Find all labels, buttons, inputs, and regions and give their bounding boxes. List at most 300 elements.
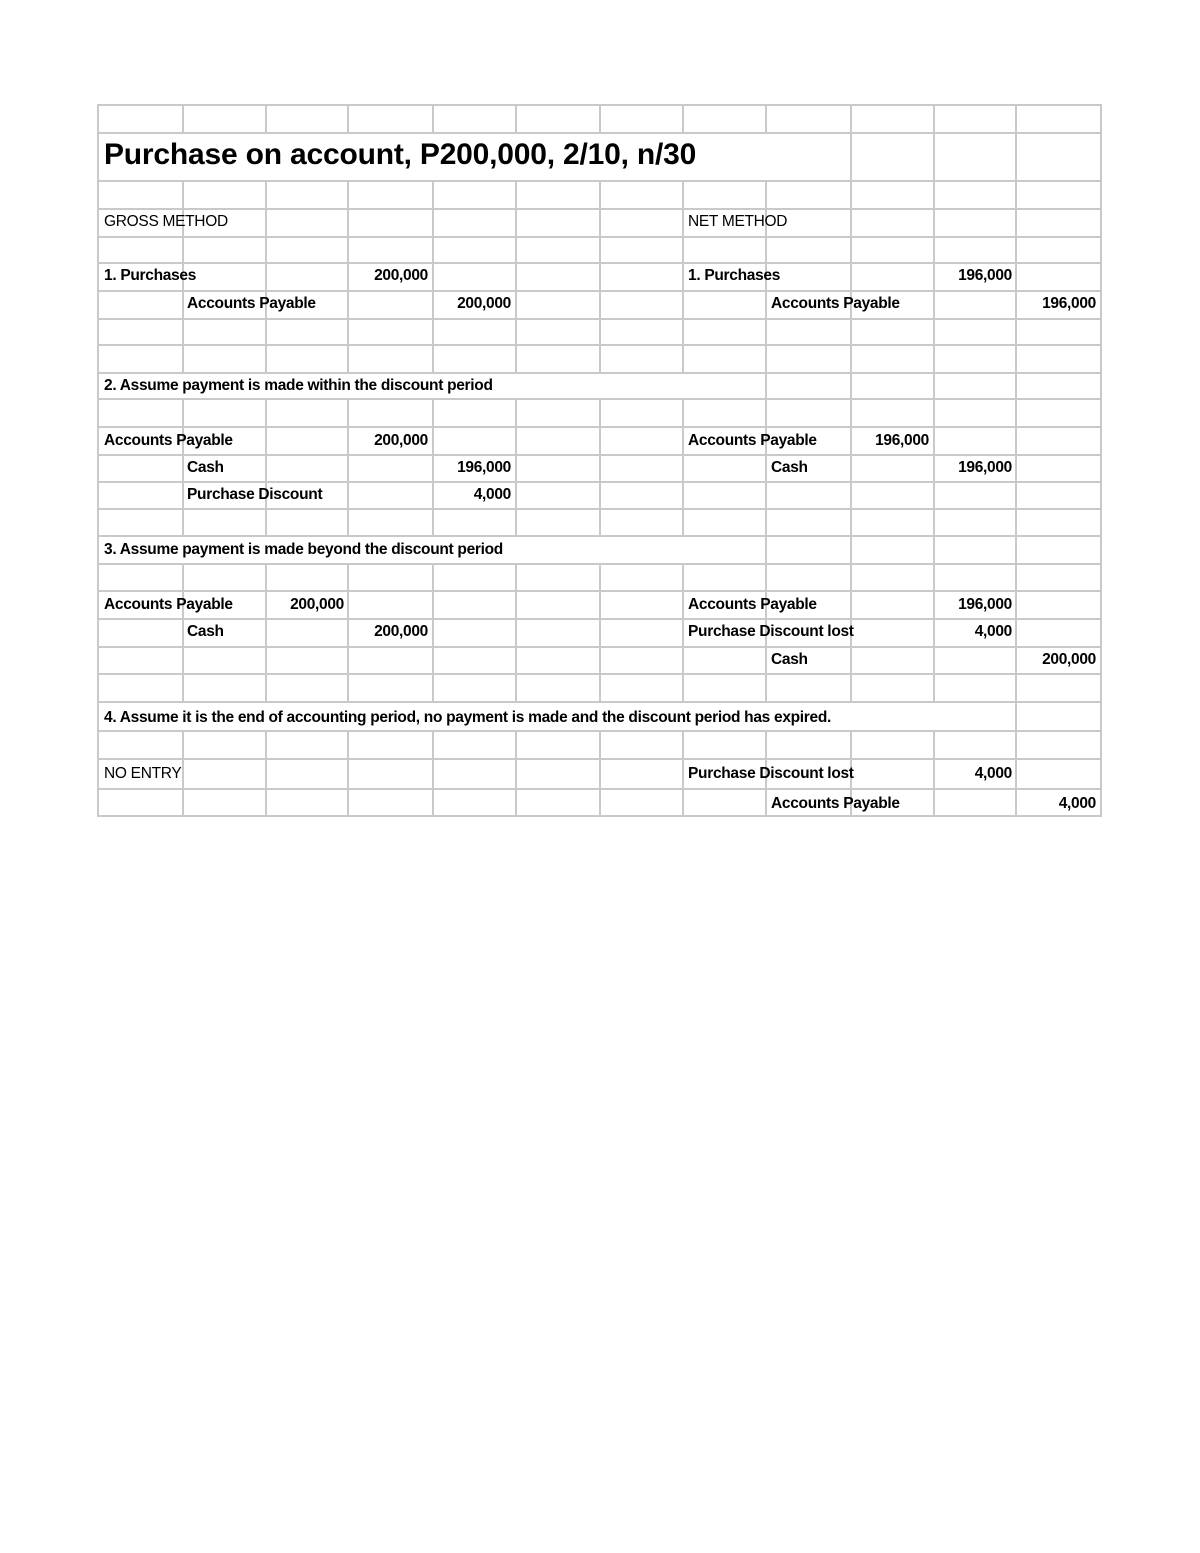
grid-col-line (1015, 318, 1017, 346)
grid-col-line (933, 344, 935, 374)
grid-col-line (97, 701, 99, 732)
grid-col-line (682, 454, 684, 483)
grid-col-line (1100, 673, 1102, 703)
grid-col-line (1100, 618, 1102, 648)
grid-col-line (1015, 426, 1017, 456)
grid-col-line (1100, 426, 1102, 456)
grid-col-line (933, 318, 935, 346)
grid-col-line (265, 236, 267, 264)
grid-col-line (265, 788, 267, 817)
grid-col-line (682, 236, 684, 264)
grid-col-line (515, 730, 517, 760)
grid-col-line (515, 788, 517, 817)
grid-col-line (1100, 535, 1102, 565)
gross-e1-credit-account: Accounts Payable (187, 295, 316, 312)
grid-col-line (933, 208, 935, 238)
grid-col-line (599, 788, 601, 817)
grid-col-line (1015, 344, 1017, 374)
grid-col-line (97, 730, 99, 760)
grid-col-line (515, 563, 517, 592)
grid-col-line (265, 104, 267, 134)
grid-col-line (1100, 563, 1102, 592)
grid-col-line (1100, 104, 1102, 134)
grid-col-line (1100, 701, 1102, 732)
grid-col-line (682, 426, 684, 456)
grid-col-line (599, 758, 601, 790)
grid-col-line (1015, 563, 1017, 592)
grid-col-line (97, 208, 99, 238)
grid-col-line (933, 788, 935, 817)
grid-col-line (850, 104, 852, 134)
grid-col-line (182, 618, 184, 648)
grid-col-line (933, 535, 935, 565)
net-e3-debit2-account: Purchase Discount lost (688, 623, 854, 640)
grid-col-line (1015, 673, 1017, 703)
grid-col-line (182, 646, 184, 675)
grid-col-line (347, 344, 349, 374)
grid-col-line (1015, 481, 1017, 510)
section-4-heading: 4. Assume it is the end of accounting period, no payment is made and the discount period has expired. (104, 709, 832, 726)
grid-col-line (1015, 180, 1017, 210)
grid-col-line (1015, 730, 1017, 760)
grid-col-line (515, 180, 517, 210)
net-e3-debit1: 196,000 (958, 596, 1012, 613)
grid-col-line (432, 344, 434, 374)
grid-col-line (182, 290, 184, 320)
grid-col-line (933, 646, 935, 675)
grid-col-line (515, 236, 517, 264)
net-e3-credit: 200,000 (1042, 651, 1096, 668)
grid-col-line (97, 236, 99, 264)
grid-col-line (265, 398, 267, 428)
grid-col-line (682, 344, 684, 374)
grid-col-line (765, 730, 767, 760)
grid-col-line (515, 398, 517, 428)
grid-col-line (97, 563, 99, 592)
grid-col-line (850, 508, 852, 537)
grid-col-line (599, 426, 601, 456)
grid-col-line (97, 618, 99, 648)
grid-col-line (97, 590, 99, 620)
grid-col-line (432, 646, 434, 675)
grid-col-line (432, 426, 434, 456)
grid-col-line (265, 563, 267, 592)
grid-col-line (933, 730, 935, 760)
grid-col-line (850, 730, 852, 760)
grid-col-line (347, 454, 349, 483)
grid-col-line (1100, 590, 1102, 620)
grid-col-line (850, 673, 852, 703)
grid-col-line (347, 758, 349, 790)
grid-col-line (850, 262, 852, 292)
grid-col-line (1100, 646, 1102, 675)
grid-col-line (599, 673, 601, 703)
grid-col-line (933, 398, 935, 428)
grid-col-line (182, 104, 184, 134)
grid-col-line (682, 208, 684, 238)
grid-col-line (599, 590, 601, 620)
grid-col-line (765, 673, 767, 703)
grid-col-line (432, 788, 434, 817)
grid-col-line (682, 788, 684, 817)
grid-col-line (1100, 236, 1102, 264)
grid-col-line (265, 454, 267, 483)
grid-col-line (599, 646, 601, 675)
grid-col-line (682, 290, 684, 320)
grid-col-line (1100, 262, 1102, 292)
grid-col-line (515, 208, 517, 238)
grid-col-line (599, 398, 601, 428)
grid-col-line (182, 508, 184, 537)
grid-col-line (97, 758, 99, 790)
grid-col-line (933, 236, 935, 264)
grid-col-line (1015, 758, 1017, 790)
grid-col-line (432, 104, 434, 134)
net-e1-credit-account: Accounts Payable (771, 295, 900, 312)
grid-col-line (97, 262, 99, 292)
grid-col-line (765, 646, 767, 675)
grid-col-line (347, 646, 349, 675)
net-e2-credit: 196,000 (958, 459, 1012, 476)
grid-col-line (515, 104, 517, 134)
grid-col-line (182, 758, 184, 790)
grid-col-line (432, 236, 434, 264)
grid-col-line (515, 344, 517, 374)
grid-col-line (850, 398, 852, 428)
gross-e3-debit: 200,000 (290, 596, 344, 613)
grid-col-line (515, 318, 517, 346)
grid-col-line (599, 508, 601, 537)
grid-col-line (265, 730, 267, 760)
section-3-heading: 3. Assume payment is made beyond the discount period (104, 541, 503, 558)
grid-col-line (765, 236, 767, 264)
grid-col-line (1015, 104, 1017, 134)
net-e1-credit: 196,000 (1042, 295, 1096, 312)
grid-col-line (265, 508, 267, 537)
grid-col-line (347, 208, 349, 238)
grid-col-line (182, 398, 184, 428)
grid-col-line (599, 563, 601, 592)
grid-col-line (1100, 290, 1102, 320)
net-e4-credit: 4,000 (1058, 795, 1096, 812)
gross-e2-credit1-account: Cash (187, 459, 224, 476)
grid-col-line (682, 590, 684, 620)
grid-col-line (97, 508, 99, 537)
grid-col-line (1015, 618, 1017, 648)
grid-col-line (682, 262, 684, 292)
grid-col-line (97, 180, 99, 210)
grid-col-line (97, 344, 99, 374)
grid-col-line (432, 508, 434, 537)
grid-col-line (515, 673, 517, 703)
grid-col-line (599, 318, 601, 346)
grid-col-line (1100, 788, 1102, 817)
grid-col-line (515, 590, 517, 620)
gross-method-header: GROSS METHOD (104, 213, 228, 230)
gross-e1-debit: 200,000 (374, 267, 428, 284)
grid-col-line (599, 236, 601, 264)
gross-e2-credit1: 196,000 (457, 459, 511, 476)
grid-col-line (850, 208, 852, 238)
grid-col-line (599, 730, 601, 760)
grid-col-line (515, 262, 517, 292)
gross-e1-label: 1. Purchases (104, 267, 197, 284)
grid-col-line (182, 454, 184, 483)
net-e4-debit: 4,000 (974, 765, 1012, 782)
grid-col-line (933, 290, 935, 320)
grid-col-line (850, 454, 852, 483)
grid-col-line (432, 318, 434, 346)
grid-col-line (850, 481, 852, 510)
grid-col-line (850, 372, 852, 400)
grid-col-line (182, 180, 184, 210)
grid-col-line (599, 454, 601, 483)
grid-col-line (765, 481, 767, 510)
grid-col-line (1015, 262, 1017, 292)
grid-col-line (1015, 701, 1017, 732)
net-e4-debit-account: Purchase Discount lost (688, 765, 854, 782)
grid-col-line (1015, 208, 1017, 238)
grid-col-line (432, 618, 434, 648)
grid-col-line (432, 590, 434, 620)
grid-col-line (933, 673, 935, 703)
gross-e2-debit: 200,000 (374, 432, 428, 449)
grid-col-line (1100, 372, 1102, 400)
grid-col-line (347, 180, 349, 210)
grid-col-line (265, 618, 267, 648)
grid-col-line (682, 673, 684, 703)
grid-col-line (850, 590, 852, 620)
grid-col-line (347, 788, 349, 817)
gross-e3-credit-account: Cash (187, 623, 224, 640)
grid-col-line (682, 758, 684, 790)
grid-col-line (1100, 208, 1102, 238)
grid-col-line (182, 673, 184, 703)
grid-col-line (765, 344, 767, 374)
grid-col-line (432, 208, 434, 238)
grid-col-line (1100, 508, 1102, 537)
grid-col-line (97, 426, 99, 456)
grid-col-line (1015, 454, 1017, 483)
grid-col-line (97, 481, 99, 510)
grid-col-line (97, 535, 99, 565)
grid-col-line (347, 290, 349, 320)
grid-col-line (682, 618, 684, 648)
grid-col-line (97, 454, 99, 483)
grid-col-line (265, 180, 267, 210)
grid-col-line (515, 426, 517, 456)
grid-col-line (347, 673, 349, 703)
grid-col-line (97, 788, 99, 817)
grid-col-line (1015, 590, 1017, 620)
grid-col-line (1100, 180, 1102, 210)
grid-col-line (850, 344, 852, 374)
grid-col-line (850, 236, 852, 264)
grid-col-line (265, 673, 267, 703)
grid-col-line (599, 262, 601, 292)
grid-col-line (97, 646, 99, 675)
grid-col-line (599, 290, 601, 320)
grid-col-line (1100, 454, 1102, 483)
grid-col-line (432, 563, 434, 592)
section-2-heading: 2. Assume payment is made within the discount period (104, 377, 493, 394)
grid-col-line (347, 104, 349, 134)
grid-col-line (347, 590, 349, 620)
grid-col-line (265, 758, 267, 790)
grid-col-line (182, 730, 184, 760)
grid-col-line (515, 646, 517, 675)
grid-col-line (97, 104, 99, 134)
net-e1-debit: 196,000 (958, 267, 1012, 284)
grid-col-line (850, 318, 852, 346)
grid-col-line (515, 290, 517, 320)
grid-col-line (682, 563, 684, 592)
grid-col-line (599, 481, 601, 510)
gross-e2-credit2: 4,000 (473, 486, 511, 503)
grid-col-line (599, 618, 601, 648)
net-e4-credit-account: Accounts Payable (771, 795, 900, 812)
grid-col-line (1100, 481, 1102, 510)
grid-col-line (265, 208, 267, 238)
grid-col-line (765, 180, 767, 210)
grid-col-line (599, 344, 601, 374)
net-e2-debit: 196,000 (875, 432, 929, 449)
grid-col-line (765, 104, 767, 134)
grid-col-line (682, 730, 684, 760)
grid-col-line (1015, 535, 1017, 565)
grid-col-line (765, 788, 767, 817)
grid-col-line (933, 508, 935, 537)
grid-col-line (432, 398, 434, 428)
grid-col-line (97, 318, 99, 346)
grid-col-line (599, 208, 601, 238)
gross-e2-credit2-account: Purchase Discount (187, 486, 323, 503)
grid-col-line (682, 104, 684, 134)
grid-col-line (347, 236, 349, 264)
grid-col-line (432, 758, 434, 790)
grid-col-line (182, 481, 184, 510)
grid-col-line (850, 535, 852, 565)
grid-col-line (265, 646, 267, 675)
grid-col-line (97, 673, 99, 703)
gross-e2-debit-account: Accounts Payable (104, 432, 233, 449)
grid-col-line (347, 508, 349, 537)
net-e3-debit2: 4,000 (974, 623, 1012, 640)
net-e1-label: 1. Purchases (688, 267, 781, 284)
grid-col-line (765, 535, 767, 565)
grid-col-line (432, 180, 434, 210)
grid-col-line (1100, 398, 1102, 428)
grid-col-line (850, 180, 852, 210)
grid-col-line (1100, 132, 1102, 182)
grid-col-line (599, 180, 601, 210)
grid-col-line (515, 618, 517, 648)
grid-col-line (347, 563, 349, 592)
grid-col-line (1100, 758, 1102, 790)
grid-col-line (850, 132, 852, 182)
grid-col-line (765, 372, 767, 400)
grid-col-line (182, 344, 184, 374)
grid-col-line (1015, 398, 1017, 428)
grid-col-line (97, 132, 99, 182)
grid-col-line (515, 481, 517, 510)
grid-col-line (265, 426, 267, 456)
grid-col-line (765, 318, 767, 346)
grid-col-line (1015, 508, 1017, 537)
grid-col-line (432, 262, 434, 292)
grid-col-line (765, 454, 767, 483)
grid-col-line (933, 563, 935, 592)
grid-col-line (347, 398, 349, 428)
grid-col-line (265, 262, 267, 292)
grid-col-line (515, 508, 517, 537)
grid-col-line (1100, 344, 1102, 374)
grid-col-line (347, 318, 349, 346)
grid-col-line (97, 372, 99, 400)
grid-col-line (1100, 730, 1102, 760)
grid-col-line (182, 318, 184, 346)
grid-col-line (182, 788, 184, 817)
grid-col-line (850, 646, 852, 675)
grid-col-line (933, 481, 935, 510)
grid-col-line (682, 481, 684, 510)
grid-col-line (1100, 318, 1102, 346)
net-e2-debit-account: Accounts Payable (688, 432, 817, 449)
grid-col-line (515, 454, 517, 483)
grid-col-line (1015, 236, 1017, 264)
net-e2-credit-account: Cash (771, 459, 808, 476)
grid-col-line (432, 673, 434, 703)
grid-col-line (97, 398, 99, 428)
page-title: Purchase on account, P200,000, 2/10, n/30 (104, 138, 697, 171)
grid-col-line (850, 563, 852, 592)
gross-e1-credit: 200,000 (457, 295, 511, 312)
grid-col-line (682, 646, 684, 675)
gross-e3-debit-account: Accounts Payable (104, 596, 233, 613)
grid-col-line (765, 398, 767, 428)
grid-col-line (1015, 372, 1017, 400)
grid-col-line (933, 104, 935, 134)
grid-col-line (682, 398, 684, 428)
grid-col-line (432, 730, 434, 760)
gross-e4-no-entry: NO ENTRY (104, 765, 182, 782)
grid-col-line (933, 372, 935, 400)
net-e3-debit1-account: Accounts Payable (688, 596, 817, 613)
grid-col-line (97, 290, 99, 320)
grid-col-line (347, 481, 349, 510)
grid-col-line (765, 508, 767, 537)
grid-col-line (765, 290, 767, 320)
grid-col-line (1015, 132, 1017, 182)
grid-col-line (682, 508, 684, 537)
grid-col-line (265, 344, 267, 374)
grid-col-line (765, 563, 767, 592)
grid-col-line (182, 563, 184, 592)
gross-e3-credit: 200,000 (374, 623, 428, 640)
grid-col-line (933, 132, 935, 182)
grid-col-line (933, 180, 935, 210)
grid-col-line (515, 758, 517, 790)
grid-col-line (682, 318, 684, 346)
grid-col-line (347, 730, 349, 760)
net-method-header: NET METHOD (688, 213, 788, 230)
grid-col-line (265, 318, 267, 346)
grid-col-line (682, 180, 684, 210)
grid-col-line (933, 426, 935, 456)
grid-col-line (182, 236, 184, 264)
net-e3-credit-account: Cash (771, 651, 808, 668)
grid-col-line (599, 104, 601, 134)
